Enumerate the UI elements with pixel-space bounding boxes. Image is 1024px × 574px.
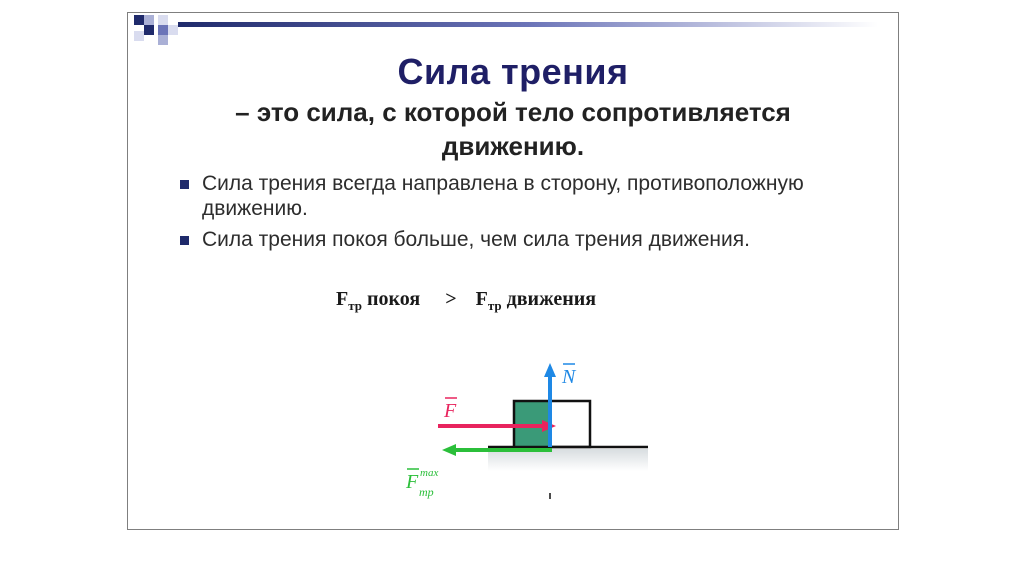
formula-left-word: покоя bbox=[367, 288, 421, 310]
friction-label: F bbox=[406, 471, 419, 493]
formula-right-base: F bbox=[475, 288, 488, 310]
subtitle-line-1: – это сила, с которой тело сопротивляется bbox=[235, 97, 791, 127]
friction-label-sub: тр bbox=[419, 485, 434, 499]
normal-label: N bbox=[562, 366, 576, 388]
square-bullet-icon bbox=[180, 236, 189, 245]
bullet-text: Сила трения всегда направлена в сторону, противоположную движению. bbox=[202, 172, 804, 220]
bullet-list bbox=[176, 171, 876, 258]
formula-left-sub: тр bbox=[348, 298, 362, 313]
floor-shading bbox=[488, 449, 648, 471]
slide-title: Сила трения bbox=[397, 51, 629, 92]
friction-label-sup: max bbox=[420, 467, 439, 479]
formula-left-base: F bbox=[336, 288, 349, 310]
friction-formula bbox=[336, 288, 596, 314]
force-label: F bbox=[444, 400, 457, 422]
bullet-text: Сила трения покоя больше, чем сила трения движения. bbox=[202, 228, 750, 251]
formula-right-sub: тр bbox=[487, 298, 502, 313]
slide bbox=[127, 12, 899, 530]
list-item bbox=[176, 227, 876, 252]
slide-subtitle bbox=[128, 95, 898, 163]
square-bullet-icon bbox=[180, 180, 189, 189]
subtitle-line-2: движению. bbox=[441, 131, 585, 161]
friction-diagram bbox=[398, 343, 658, 513]
formula-right-word: движения bbox=[506, 288, 597, 310]
normal-arrow-head bbox=[544, 363, 556, 377]
friction-arrow-head bbox=[442, 444, 456, 456]
corner-decoration bbox=[128, 13, 898, 53]
formula-operator: > bbox=[445, 288, 457, 310]
list-item bbox=[176, 171, 876, 221]
